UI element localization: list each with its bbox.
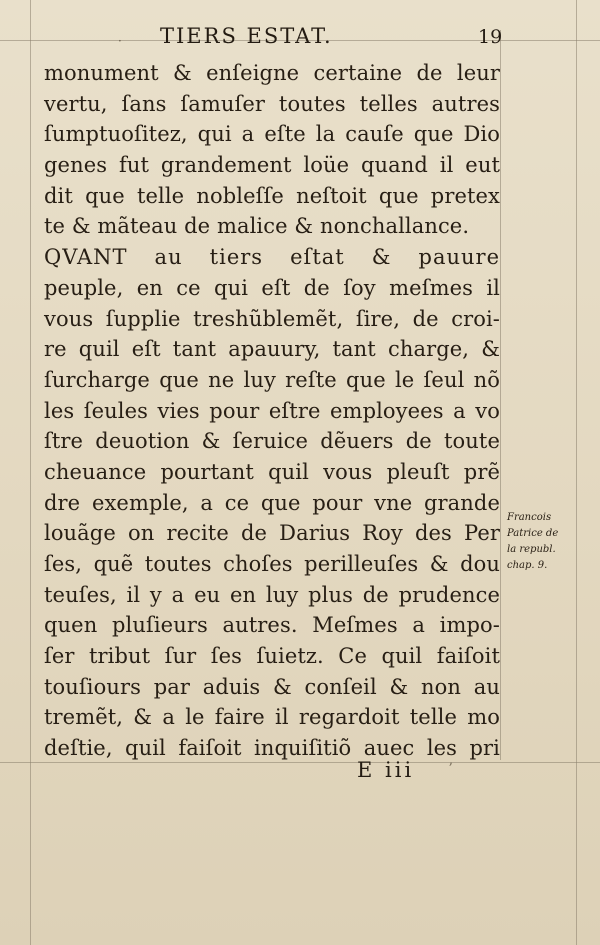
text-line: te & mãteau de malice & nonchallance. bbox=[44, 214, 470, 239]
text-line: ſurcharge que ne luy reſte que le ſeul nõ bbox=[44, 367, 500, 392]
text-line: ſer tribut ſur ſes ſuietz. Ce quil faiſoit bbox=[44, 644, 500, 669]
text-line: deſtie, quil faiſoit inquiſitiõ auec les pri bbox=[44, 736, 500, 761]
signature-mark: E iii bbox=[357, 758, 415, 782]
text-line: les ſeules vies pour eſtre employees a vo bbox=[44, 398, 500, 423]
marginal-note-line: chap. 9. bbox=[507, 560, 548, 571]
body-text bbox=[44, 58, 500, 764]
right-margin-rule bbox=[500, 30, 501, 760]
text-line: ſumptuoſitez, qui a eſte la cauſe que Dio bbox=[44, 122, 500, 147]
text-line: vous ſupplie treshũblemẽt, ſire, de croi- bbox=[44, 306, 500, 331]
text-line: ſtre deuotion & ſeruice dẽuers de toute bbox=[44, 429, 500, 454]
text-line: cheuance pourtant quil vous pleuſt prẽ bbox=[44, 459, 500, 484]
left-margin-rule bbox=[30, 0, 31, 945]
text-line: re quil eſt tant apauury, tant charge, & bbox=[44, 337, 500, 362]
marginal-note-line: la republ. bbox=[507, 544, 556, 555]
text-line: teuſes, il y a eu en luy plus de prudence bbox=[44, 582, 500, 607]
paragraph-opening-line: QVANT au tiers eſtat & pauure bbox=[44, 245, 500, 270]
text-line: dre exemple, a ce que pour vne grande bbox=[44, 490, 500, 515]
outer-margin-rule bbox=[576, 0, 577, 945]
marginal-note-line: Patrice de bbox=[507, 528, 559, 539]
text-line: louãge on recite de Darius Roy des Per bbox=[44, 521, 500, 546]
page-number: 19 bbox=[478, 26, 503, 48]
text-line: dit que telle nobleſſe neſtoit que pretex bbox=[44, 183, 500, 208]
text-line: quen pluſieurs autres. Meſmes a impo- bbox=[44, 613, 500, 638]
running-title: TIERS ESTAT. bbox=[160, 24, 333, 48]
header-ornament: · bbox=[118, 34, 122, 48]
marginal-note-line: Francois bbox=[507, 512, 552, 523]
pencil-mark: ʼ bbox=[448, 761, 453, 777]
text-line: ſes, quẽ toutes choſes perilleuſes & dou bbox=[44, 552, 500, 576]
text-line: touſiours par aduis & conſeil & non au bbox=[44, 674, 500, 699]
page-header bbox=[0, 22, 600, 52]
text-line: monument & enſeigne certaine de leur bbox=[44, 61, 500, 85]
text-line: genes fut grandement loüe quand il eut bbox=[44, 153, 500, 178]
text-line: vertu, ſans ſamuſer toutes telles autres bbox=[44, 91, 500, 116]
marginal-note bbox=[507, 510, 571, 574]
text-line: tremẽt, & a le faire il regardoit telle mo bbox=[44, 705, 500, 730]
text-line: peuple, en ce qui eſt de ſoy meſmes il bbox=[44, 275, 500, 300]
